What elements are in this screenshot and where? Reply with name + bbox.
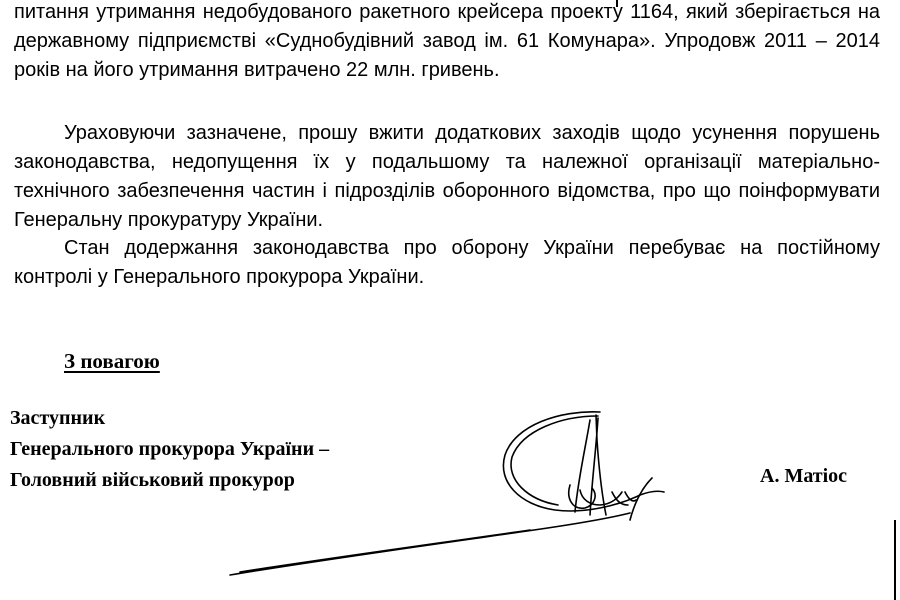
paragraph-3: Стан додержання законодавства про оборону України перебуває на постійному контролі у Генерального прокурора України. [14,237,880,288]
paragraph-1: питання утримання недобудованого ракетного крейсера проекту 1164, який зберігається на державному підприємстві «Суднобудівний завод ім. 61 Комунара». Упродовж 2011 – 2014 років на його утримання витрачено 22 млн. гривень. [14,1,880,81]
signatory-title-line-2: Генерального прокурора України – [10,438,330,460]
signatory-name: А. Матіос [760,465,848,487]
page-edge [894,520,896,600]
closing-phrase: З повагою [64,349,160,373]
signatory-title-line-1: Заступник [10,407,106,429]
paragraph-2: Ураховуючи зазначене, прошу вжити додаткових заходів щодо усунення порушень законодавства, недопущення їх у подальшому та належної організації матеріально-технічного забезпечення частин і підрозділів оборонного відомства, про що поінформувати Генеральну прокуратуру України. [14,122,880,231]
signatory-title-line-3: Головний військовий прокурор [10,469,295,491]
